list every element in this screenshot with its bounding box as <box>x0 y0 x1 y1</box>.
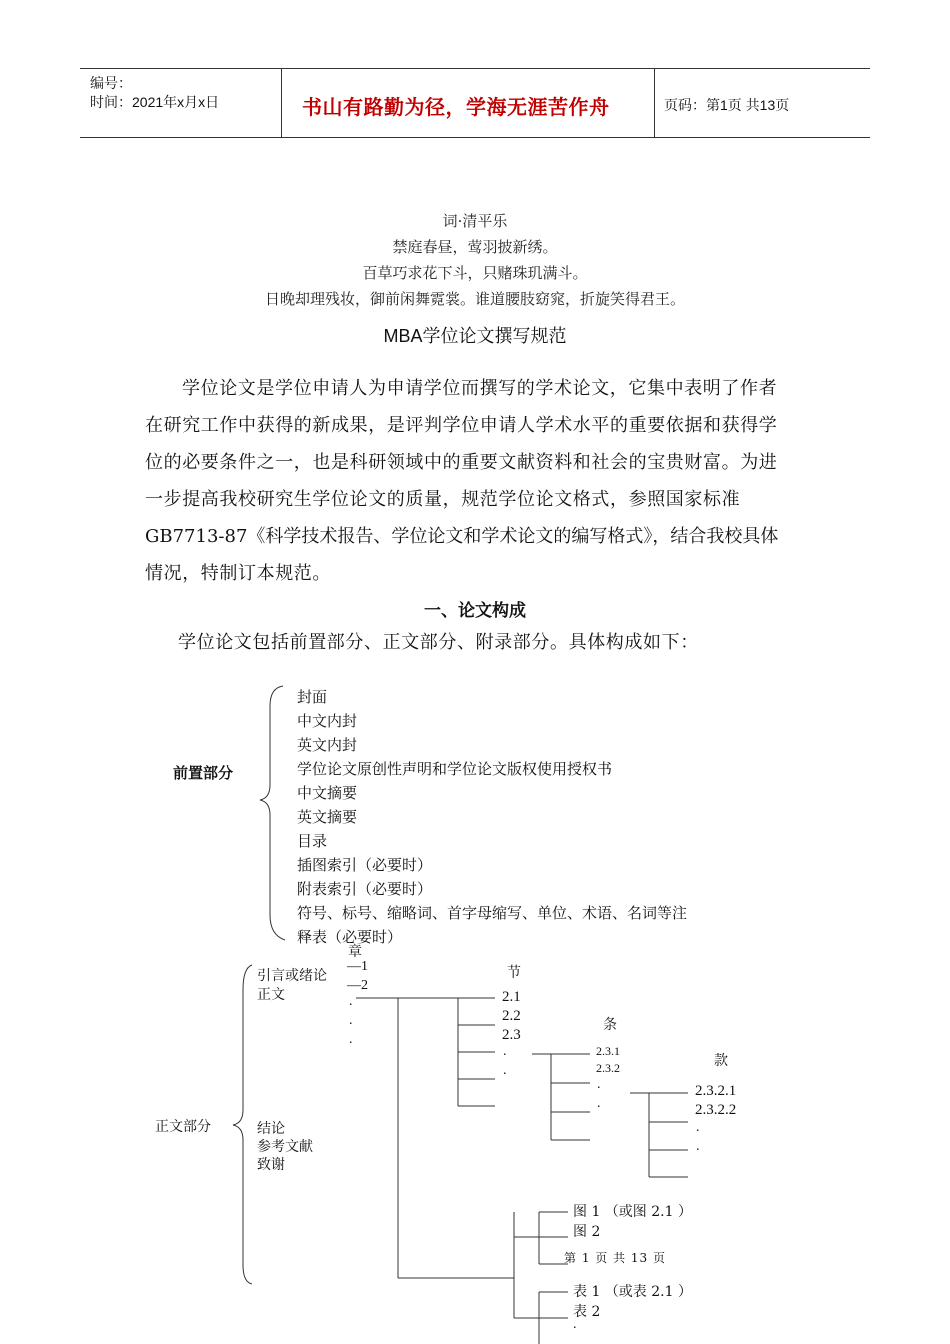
paragraph-line: 一步提高我校研究生学位论文的质量，规范学位论文格式，参照国家标准 <box>145 489 741 510</box>
section-item: . <box>503 1044 507 1059</box>
motto: 书山有路勤为径，学海无涯苦作舟 <box>302 97 610 119</box>
section-item: 2.1 <box>502 989 521 1005</box>
chapter-item: . <box>349 1032 353 1047</box>
paragraph-line: 在研究工作中获得的新成果，是评判学位申请人学术水平的重要依据和获得学 <box>145 415 778 436</box>
front-item: 中文摘要 <box>297 784 358 802</box>
front-matter-label: 前置部分 <box>173 764 234 782</box>
front-item: 目录 <box>297 832 328 850</box>
figure-item: 图 2 <box>573 1224 601 1240</box>
subclause-item: 2.3.2.1 <box>695 1083 737 1099</box>
date-label: 时间：2021年x月x日 <box>90 94 220 110</box>
body-item: 致谢 <box>257 1157 285 1173</box>
section-label: 节 <box>507 965 521 981</box>
body-item: 结论 <box>257 1121 285 1137</box>
poem-line: 日晚却理残妆，御前闲舞霓裳。谁道腰肢窈窕，折旋笑得君王。 <box>264 290 685 308</box>
paragraph-line: 位的必要条件之一，也是科研领域中的重要文献资料和社会的宝贵财富。为进 <box>145 452 778 473</box>
paragraph-line: 学位论文是学位申请人为申请学位而撰写的学术论文，它集中表明了作者 <box>182 378 778 399</box>
body-part-label: 正文部分 <box>155 1119 211 1135</box>
front-item: 英文摘要 <box>297 808 358 826</box>
front-item: 附表索引（必要时） <box>297 880 433 898</box>
front-item: 学位论文原创性声明和学位论文版权使用授权书 <box>297 760 613 778</box>
clause-item: . <box>597 1096 601 1111</box>
chapter-label: 章 <box>348 944 362 960</box>
section-item: . <box>503 1063 507 1078</box>
clause-label: 条 <box>603 1017 617 1033</box>
chapter-item: —1 <box>347 959 368 974</box>
front-item: 中文内封 <box>297 712 358 730</box>
body-item: 参考文献 <box>257 1139 313 1155</box>
subclause-item: 2.3.2.2 <box>695 1102 737 1118</box>
clause-item: 2.3.2 <box>596 1061 620 1075</box>
paragraph-line: 情况，特制订本规范。 <box>145 563 331 584</box>
document-title: MBA学位论文撰写规范 <box>383 326 567 346</box>
table-item: . <box>573 1317 577 1332</box>
front-item: 符号、标号、缩略词、首字母缩写、单位、术语、名词等注 <box>297 904 688 922</box>
front-item: 插图索引（必要时） <box>297 856 433 874</box>
body-item: 正文 <box>257 987 285 1003</box>
clause-item: . <box>597 1077 601 1092</box>
subclause-item: . <box>696 1139 700 1154</box>
chapter-item: . <box>349 994 353 1009</box>
section-item: 2.3 <box>502 1027 521 1043</box>
number-label: 编号： <box>90 75 132 91</box>
subclause-label: 款 <box>714 1053 728 1069</box>
chapter-item: . <box>349 1013 353 1028</box>
table-item: 表 1 （或表 2.1 ） <box>573 1284 692 1300</box>
poem-title: 词·清平乐 <box>442 212 508 230</box>
front-item: 封面 <box>297 688 328 706</box>
figure-item: 图 1 （或图 2.1 ） <box>573 1204 692 1220</box>
section-heading: 一、论文构成 <box>424 601 526 621</box>
chapter-item: —2 <box>347 978 368 993</box>
clause-item: 2.3.1 <box>596 1044 620 1058</box>
poem-line: 百草巧求花下斗，只赌珠玑满斗。 <box>362 264 588 282</box>
section-item: 2.2 <box>502 1008 521 1024</box>
front-item: 释表（必要时） <box>297 928 403 946</box>
page-info: 页码：第1页 共13页 <box>664 97 790 113</box>
body-item: 引言或绪论 <box>257 968 327 984</box>
paragraph-line: GB7713-87《科学技术报告、学位论文和学术论文的编写格式》，结合我校具体 <box>145 526 779 547</box>
poem-line: 禁庭春昼，莺羽披新绣。 <box>392 238 558 256</box>
page-footer: 第 1 页 共 13 页 <box>564 1251 666 1265</box>
subclause-item: . <box>696 1120 700 1135</box>
front-item: 英文内封 <box>297 736 358 754</box>
section-text: 学位论文包括前置部分、正文部分、附录部分。具体构成如下： <box>178 632 699 653</box>
table-item: 表 2 <box>573 1304 601 1320</box>
